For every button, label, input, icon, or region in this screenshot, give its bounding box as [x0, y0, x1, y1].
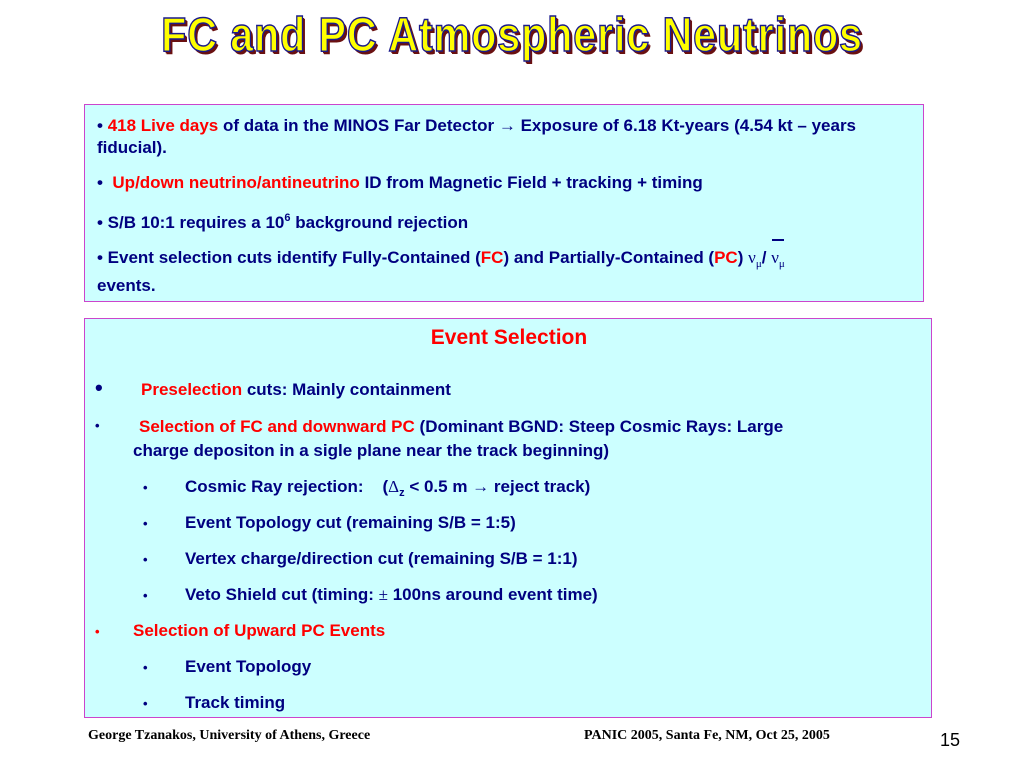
upward-pc-item: Selection of Upward PC Events — [133, 621, 386, 640]
track-timing-item: Track timing — [185, 693, 286, 712]
pc-label: PC — [714, 248, 738, 267]
exponent: 6 — [284, 212, 291, 224]
live-days-line: • 418 Live days of data in the MINOS Far Detector → Exposure of 6.18 Kt-years (4.54 kt – years fiducial). — [97, 116, 857, 157]
id-line: • Up/down neutrino/antineutrino ID from Magnetic Field + tracking + timing — [97, 173, 703, 192]
nu-symbol: ν — [748, 248, 756, 267]
cosmic-ray-item: Cosmic Ray rejection: ($\Delta_z < 0.5$ m → reject track) — [185, 477, 591, 499]
event-selection-box — [84, 318, 932, 718]
sb-line: • S/B 10:1 requires a $10^6$ background rejection — [97, 212, 469, 232]
list-bullet: • — [143, 660, 148, 675]
list-bullet: • — [143, 588, 148, 603]
right-arrow-icon: → — [472, 477, 490, 496]
updown-highlight: Up/down neutrino/antineutrino — [112, 173, 360, 192]
list-bullet: • — [143, 696, 148, 711]
list-bullet: • — [143, 552, 148, 567]
list-bullet: • — [95, 624, 100, 639]
list-bullet: • — [95, 418, 100, 433]
topology-cut-item: Event Topology cut (remaining S/B = 1:5) — [185, 513, 516, 532]
live-days-highlight: 418 Live days — [107, 116, 219, 135]
event-topology-item: Event Topology — [185, 657, 312, 676]
fc-selection-item-cont: charge depositon in a sigle plane near the track beginning) — [133, 441, 610, 460]
fc-selection-item: Selection of FC and downward PC (Dominant BGND: Steep Cosmic Rays: Large — [139, 417, 784, 436]
list-bullet: • — [143, 516, 148, 531]
vertex-cut-item: Vertex charge/direction cut (remaining S/B = 1:1) — [185, 549, 578, 568]
list-bullet: • — [95, 375, 103, 400]
delta-symbol: Δ — [388, 477, 400, 496]
footer-author: George Tzanakos, University of Athens, Greece — [88, 728, 371, 743]
veto-cut-item: Veto Shield cut (timing: ± 100ns around event time) — [185, 585, 598, 604]
page-number: 15 — [940, 730, 961, 750]
right-arrow-icon: → — [498, 116, 516, 135]
footer-conference: PANIC 2005, Santa Fe, NM, Oct 25, 2005 — [584, 728, 830, 743]
fc-label: FC — [480, 248, 504, 267]
plus-minus-symbol: ± — [378, 585, 388, 604]
event-selection-heading: Event Selection — [430, 326, 588, 349]
list-bullet: • — [143, 480, 148, 495]
nubar-symbol: ν — [771, 247, 779, 269]
slide-title: FC and PC Atmospheric Neutrinos — [161, 9, 863, 62]
summary-box — [84, 104, 924, 302]
preselection-item: Preselection cuts: Mainly containment — [141, 380, 451, 399]
event-selection-line: • Event selection cuts identify Fully-Contained (FC) and Partially-Contained (PC) $\nu_\mu/$ $\nu_\mu$ events. — [97, 247, 911, 297]
